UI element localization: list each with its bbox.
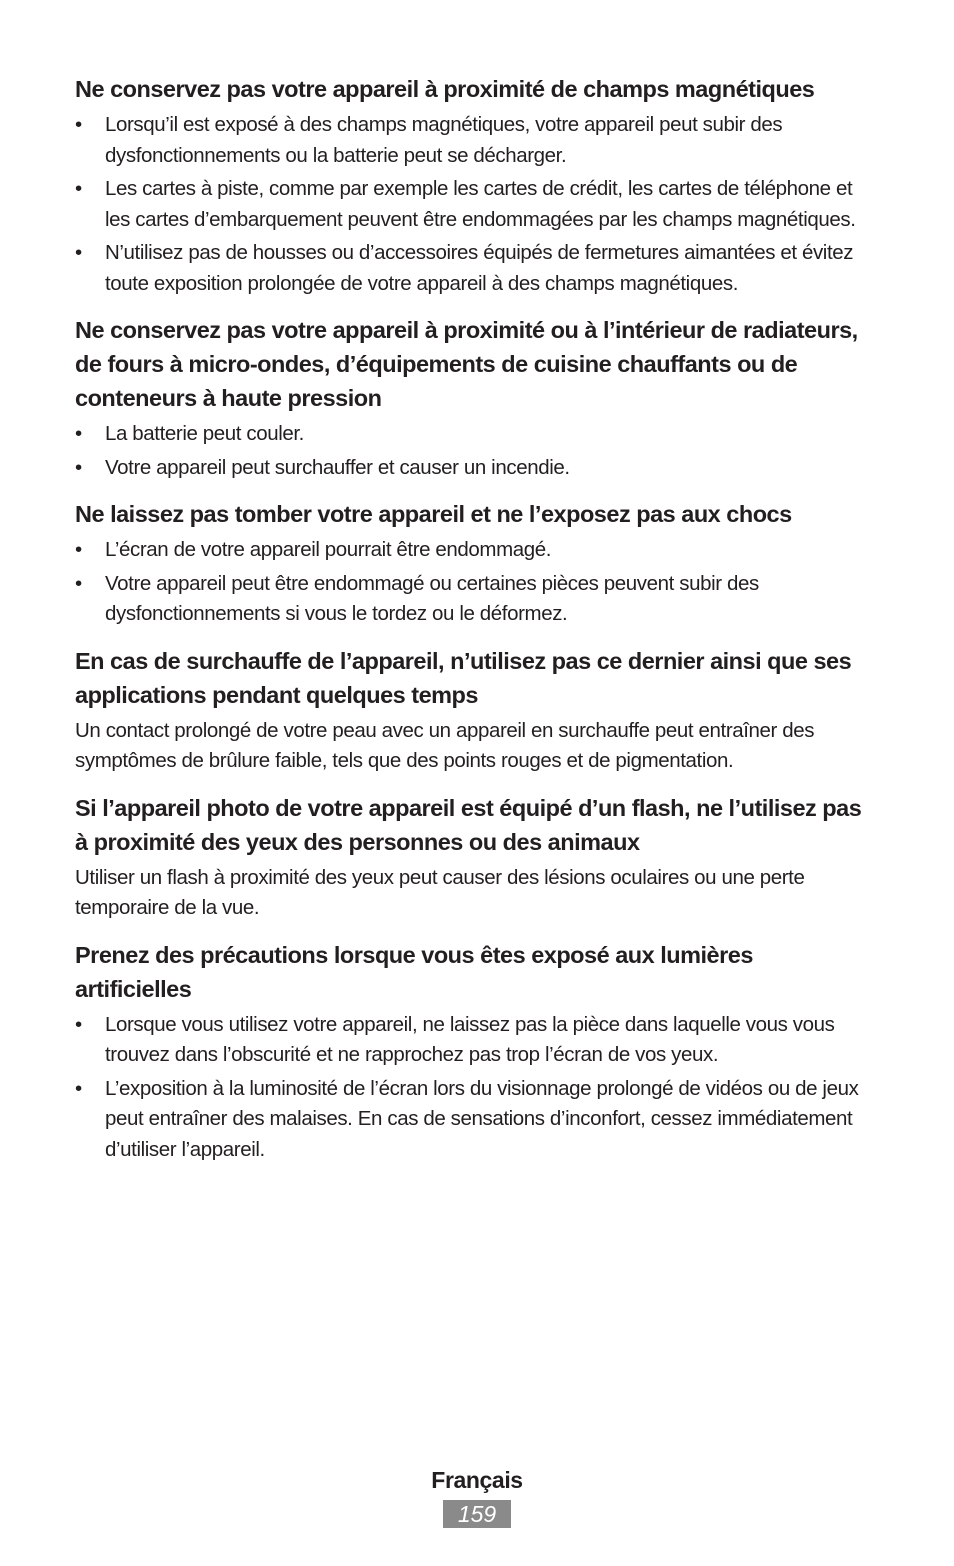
section-heading: Ne conservez pas votre appareil à proximité de champs magnétiques bbox=[75, 76, 815, 102]
footer-language: Français bbox=[431, 1467, 523, 1493]
bullet-symbol: • bbox=[75, 241, 82, 264]
bullet-symbol: • bbox=[75, 538, 82, 561]
bullet-symbol: • bbox=[75, 1076, 82, 1100]
section-overheating bbox=[75, 644, 875, 777]
section-magnetic-fields bbox=[75, 72, 875, 299]
section-heading: Si l’appareil photo de votre appareil est équipé d’un flash, ne l’utilisez pas à proximité des yeux des personnes ou des animaux bbox=[75, 794, 862, 855]
list-item bbox=[75, 535, 875, 566]
document-body bbox=[75, 72, 875, 1168]
section-heading: Ne laissez pas tomber votre appareil et ne l’exposez pas aux chocs bbox=[75, 501, 792, 527]
section-heading: En cas de surchauffe de l’appareil, n’utilisez pas ce dernier ainsi que ses applications pendant quelques temps bbox=[75, 647, 852, 708]
list-item-text: Lorsqu’il est exposé à des champs magnétiques, votre appareil peut subir des dysfonctionnements ou la batterie peut se décharger. bbox=[105, 113, 783, 167]
section-artificial-light bbox=[75, 938, 875, 1166]
bullet-symbol: • bbox=[75, 571, 82, 595]
bullet-symbol: • bbox=[75, 422, 82, 445]
list-item bbox=[75, 453, 875, 484]
list-item bbox=[75, 174, 875, 235]
bullet-list bbox=[75, 535, 875, 630]
bullet-symbol: • bbox=[75, 113, 82, 136]
list-item-text: La batterie peut couler. bbox=[105, 422, 304, 445]
list-item bbox=[75, 238, 875, 299]
bullet-symbol: • bbox=[75, 177, 82, 200]
list-item-text: Votre appareil peut surchauffer et causer un incendie. bbox=[105, 455, 570, 479]
list-item-text: Lorsque vous utilisez votre appareil, ne laissez pas la pièce dans laquelle vous vous trouvez dans l’obscurité et ne rapprochez pas trop l’écran de vos yeux. bbox=[105, 1012, 835, 1066]
bullet-symbol: • bbox=[75, 455, 82, 479]
bullet-symbol: • bbox=[75, 1012, 82, 1036]
section-heading: Ne conservez pas votre appareil à proximité ou à l’intérieur de radiateurs, de fours à micro-ondes, d’équipements de cuisine chauffants ou de conteneurs à haute pression bbox=[75, 317, 858, 411]
list-item bbox=[75, 1074, 875, 1166]
page-number: 159 bbox=[443, 1500, 511, 1528]
section-heat-sources bbox=[75, 313, 875, 483]
list-item-text: N’utilisez pas de housses ou d’accessoires équipés de fermetures aimantées et évitez toute exposition prolongée de votre appareil à des champs magnétiques. bbox=[105, 241, 854, 295]
section-heading: Prenez des précautions lorsque vous êtes exposé aux lumières artificielles bbox=[75, 941, 753, 1002]
page-footer bbox=[0, 1462, 954, 1528]
section-paragraph: Un contact prolongé de votre peau avec un appareil en surchauffe peut entraîner des symptômes de brûlure faible, tels que des points rouges et de pigmentation. bbox=[75, 718, 815, 772]
list-item bbox=[75, 110, 875, 171]
section-drops-shocks bbox=[75, 497, 875, 630]
section-paragraph: Utiliser un flash à proximité des yeux peut causer des lésions oculaires ou une perte temporaire de la vue. bbox=[75, 865, 805, 919]
list-item bbox=[75, 569, 875, 630]
list-item-text: L’écran de votre appareil pourrait être endommagé. bbox=[105, 538, 552, 561]
list-item bbox=[75, 419, 875, 450]
bullet-list bbox=[75, 419, 875, 483]
bullet-list bbox=[75, 1010, 875, 1166]
list-item-text: Les cartes à piste, comme par exemple les cartes de crédit, les cartes de téléphone et les cartes d’embarquement peuvent être endommagées par les champs magnétiques. bbox=[105, 177, 856, 231]
list-item-text: L’exposition à la luminosité de l’écran lors du visionnage prolongé de vidéos ou de jeux peut entraîner des malaises. En cas de sensations d’inconfort, cessez immédiatement d’utiliser l’appareil. bbox=[105, 1076, 859, 1161]
list-item-text: Votre appareil peut être endommagé ou certaines pièces peuvent subir des dysfonctionnements si vous le tordez ou le déformez. bbox=[105, 571, 759, 625]
bullet-list bbox=[75, 110, 875, 299]
section-camera-flash bbox=[75, 791, 875, 924]
list-item bbox=[75, 1010, 875, 1071]
